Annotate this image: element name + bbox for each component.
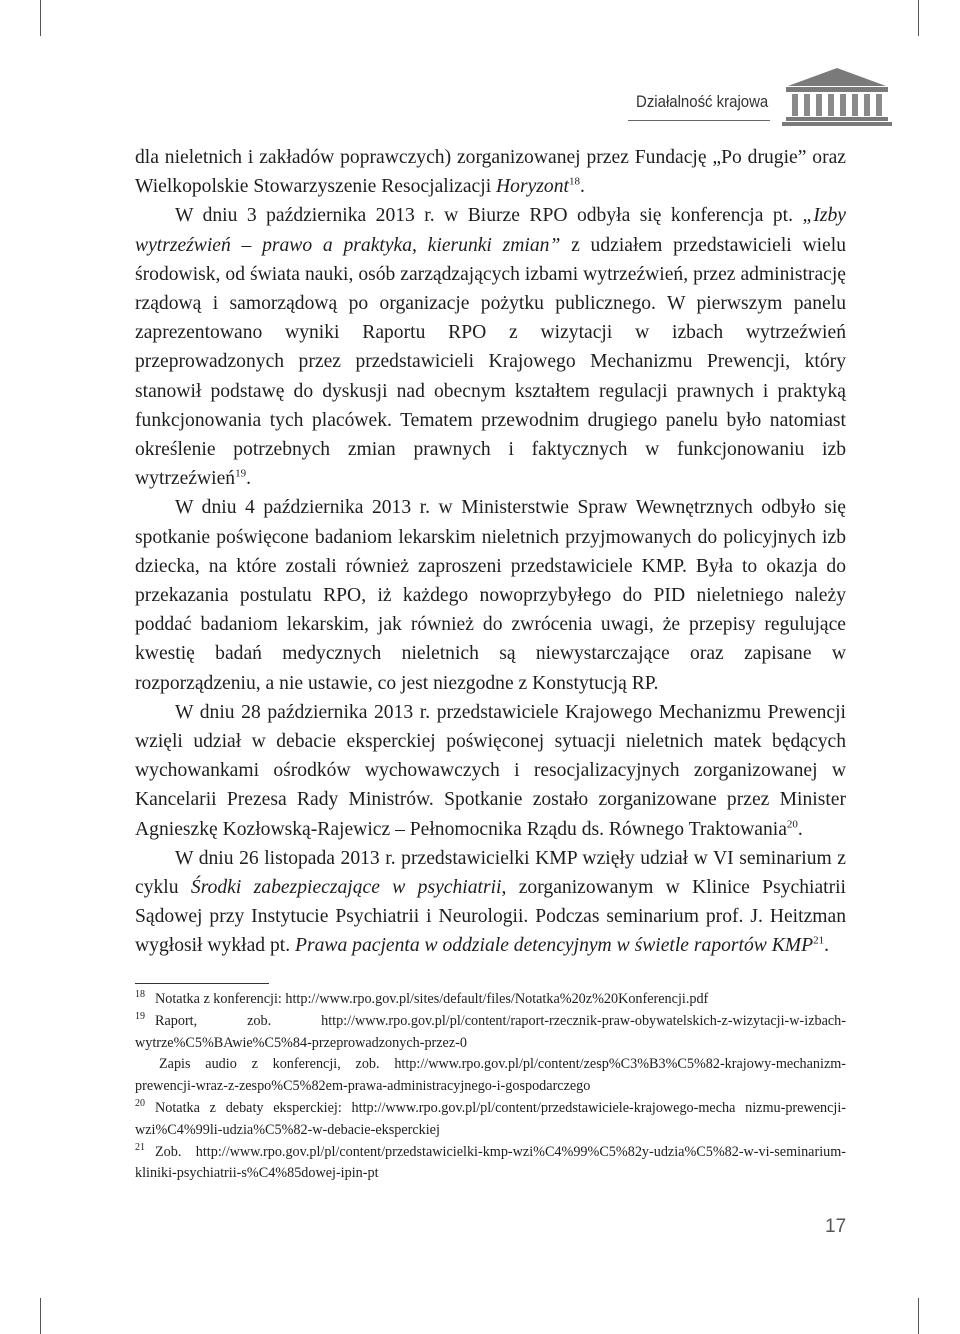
footnote: $^{20}$ Notatka z debaty eksperckiej: http://www.rpo.gov.pl/pl/content/przedstawiciele-krajowego-mecha nizmu-prewencji-wzi%C4%99li-udzia%C5%82-w-debacie-eksperckiej — [135, 1098, 846, 1138]
footnote-separator — [135, 983, 269, 984]
paragraph: W dniu 26 listopada 2013 r. przedstawicielki KMP wzięły udział w VI seminarium z cyklu Środki zabezpieczające w psychiatrii, zorganizowanym w Klinice Psychiatrii Sądowej przy Instytucie Psychiatrii i Neurologii. Podczas seminarium prof. J. Heitzman wygłosił wykład pt. Prawa pacjenta w oddziale detencyjnym w świetle raportów KMP$^{21}$. — [135, 847, 846, 957]
running-header: Działalność krajowa — [635, 92, 768, 111]
paragraph: W dniu 4 października 2013 r. w Ministerstwie Spraw Wewnętrznych odbyło się spotkanie poświęcone badaniom lekarskim nieletnich przyjmowanych do policyjnych izb dziecka, na które zostali również zaproszeni przedstawiciele KMP. Była to okazja do przekazania postulatu RPO, iż każdego nowoprzybyłego do PID nieletniego należy poddać badaniom lekarskim, jak również do zwrócenia uwagi, że przepisy regulujące kwestię badań medycznych nieletnich są niewystarczające oraz zapisane w rozporządzeniu, a nie ustawie, co jest niezgodne z Konstytucją RP. — [135, 497, 846, 694]
crop-mark-top-left — [40, 0, 41, 36]
footnote: $^{21}$ Zob. http://www.rpo.gov.pl/pl/content/przedstawicielki-kmp-wzi%C4%99%C5%82y-udzia%C5%82-w-vi-seminarium-kliniki-psychiatrii-s%C4%85dowej-ipin-pt — [135, 1141, 846, 1182]
crop-mark-top-right — [918, 0, 919, 36]
crop-mark-bottom-right — [918, 1298, 919, 1334]
footnote: $^{19}$ Raport, zob. http://www.rpo.gov.pl/pl/content/raport-rzecznik-praw-obywatelskich-z-wizytacji-w-izbach-wytrze%C5%BAwie%C5%84-przeprowadzonych-przez-0 — [135, 1011, 846, 1051]
paragraph: W dniu 3 października 2013 r. w Biurze RPO odbyła się konferencja pt. „Izby wytrzeźwień – prawo a praktyka, kierunki zmian” z udziałem przedstawicieli wielu środowisk, od świata nauki, osób zarządzających izbami wytrzeźwień, przez administrację rządową i samorządową po organizacje pożytku publicznego. W pierwszym panelu zaprezentowano wyniki Raportu RPO z wizytacji w izbach wytrzeźwień przeprowadzonych przez przedstawicieli Krajowego Mechanizmu Prewencji, który stanowił podstawę do dyskusji nad obecnym kształtem regulacji prawnych i praktyką funkcjonowania tych placówek. Tematem przewodnim drugiego panelu było natomiast określenie potrzebnych zmian prawnych i faktycznych w funkcjonowaniu izb wytrzeźwień$^{19}$. — [135, 205, 846, 490]
footnote: $^{18}$ Notatka z konferencji: http://www.rpo.gov.pl/sites/default/files/Notatka%20z%20Konferencji.pdf — [135, 989, 709, 1007]
footnote: Zapis audio z konferencji, zob. http://www.rpo.gov.pl/pl/content/zesp%C3%B3%C5%82-krajowy-mechanizm-prewencji-wraz-z-zespo%C5%82em-prawa-administracyjnego-i-gospodarczego — [135, 1056, 846, 1095]
institution-building-icon — [782, 66, 892, 126]
header-rule — [628, 120, 770, 121]
page-number: 17 — [825, 1216, 847, 1237]
paragraph: dla nieletnich i zakładów poprawczych) zorganizowanej przez Fundację „Po drugie” oraz Wielkopolskie Stowarzyszenie Resocjalizacji Horyzont$^{18}$. — [135, 147, 846, 198]
main-body — [135, 143, 846, 961]
footnotes — [135, 989, 846, 1185]
paragraph: W dniu 28 października 2013 r. przedstawiciele Krajowego Mechanizmu Prewencji wzięli udział w debacie eksperckiej poświęconej sytuacji nieletnich matek będących wychowankami ośrodków wychowawczych i resocjalizacyjnych zorganizowanej w Kancelarii Prezesa Rady Ministrów. Spotkanie zostało zorganizowane przez Minister Agnieszkę Kozłowską-Rajewicz – Pełnomocnika Rządu ds. Równego Traktowania$^{20}$. — [135, 701, 846, 840]
crop-mark-bottom-left — [40, 1298, 41, 1334]
